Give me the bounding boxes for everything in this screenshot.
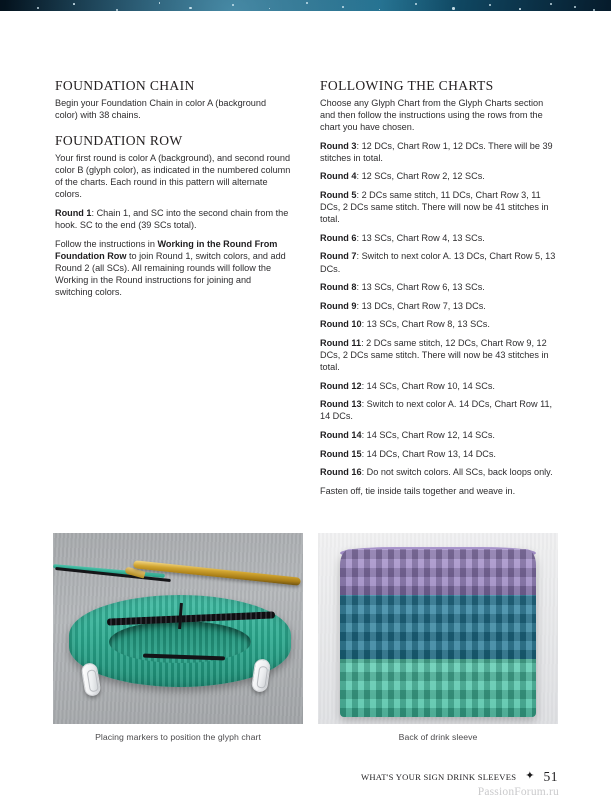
round-6-text: : 13 SCs, Chart Row 4, 13 SCs.	[356, 232, 485, 243]
round-1-label: Round 1	[55, 208, 92, 219]
site-watermark: PassionForum.ru	[477, 786, 559, 798]
round-15-label: Round 15	[320, 448, 362, 459]
round-5-text: : 2 DCs same stitch, 11 DCs, Chart Row 3, 11 DCs, 2 DCs same stitch. There will now be 41 stitches in total.	[320, 190, 549, 225]
paragraph-foundation-chain: Begin your Foundation Chain in color A (background color) with 38 chains.	[55, 98, 267, 121]
round-11-text: : 2 DCs same stitch, 12 DCs, Chart Row 9, 12 DCs, 2 DCs same stitch. There will now be 43 stitches in total.	[320, 337, 549, 373]
round-15-text: : 14 DCs, Chart Row 13, 14 DCs.	[361, 448, 496, 459]
round-14-label: Round 14	[320, 429, 362, 440]
working-round-bold-reference: Working in the Round From Foundation Row	[55, 238, 278, 261]
footer-chapter-title: WHAT'S YOUR SIGN DRINK SLEEVES	[360, 772, 517, 782]
round-16-label: Round 16	[320, 467, 362, 478]
round-4-text: : 12 SCs, Chart Row 2, 12 SCs.	[356, 171, 485, 182]
round-6-label: Round 6	[320, 232, 357, 243]
round-16-text: : Do not switch colors. All SCs, back loops only.	[361, 467, 553, 478]
round-1-text: : Chain 1, and SC into the second chain from the hook. SC to the end (39 SCs total).	[55, 208, 289, 231]
sleeve-stripe-mint	[340, 659, 536, 717]
round-4-label: Round 4	[320, 171, 357, 182]
round-12-label: Round 12	[320, 380, 362, 391]
round-3-label: Round 3	[320, 140, 357, 151]
round-10-label: Round 10	[320, 319, 362, 330]
placing-markers-photo-block	[53, 533, 303, 742]
back-of-sleeve-photo	[318, 533, 558, 724]
round-13-label: Round 13	[320, 399, 362, 410]
paragraph-fasten-off: Fasten off, tie inside tails together and weave in.	[320, 485, 516, 496]
round-7-text: : Switch to next color A. 13 DCs, Chart Row 5, 13 DCs.	[320, 251, 556, 274]
heading-foundation-chain: FOUNDATION CHAIN	[55, 78, 195, 93]
round-3-text: : 12 DCs, Chart Row 1, 12 DCs. There will be 39 stitches in total.	[320, 140, 553, 163]
heading-foundation-row: FOUNDATION ROW	[55, 133, 183, 149]
page-number: 51	[543, 769, 558, 784]
paragraph-foundation-row-intro: Your first round is color A (background), and second round color B (glyph color), as indicated in the numbered column of the charts. Each round in this pattern will alternate colors.	[55, 153, 291, 200]
round-7-label: Round 7	[320, 251, 357, 262]
working-round-text-after: to join Round 1, switch colors, and add Round 2 (all SCs). All remaining rounds will follow the Working in the Round instructions for joining and switching colors.	[55, 250, 286, 298]
round-10-text: : 13 SCs, Chart Row 8, 13 SCs.	[361, 319, 490, 330]
sleeve-stripe-blue	[340, 595, 536, 659]
paragraph-following-charts-intro: Choose any Glyph Chart from the Glyph Charts section and then follow the instructions using the rows from the chart you have chosen.	[320, 98, 544, 133]
heading-following-the-charts: FOLLOWING THE CHARTS	[320, 78, 494, 93]
round-8-text: : 13 SCs, Chart Row 6, 13 SCs.	[356, 282, 485, 293]
placing-markers-photo	[53, 533, 303, 724]
back-of-sleeve-photo-block	[318, 533, 558, 742]
drink-sleeve	[340, 549, 536, 717]
sleeve-stripe-purple	[340, 549, 536, 595]
caption-back-of-sleeve: Back of drink sleeve	[398, 732, 478, 742]
round-5-label: Round 5	[320, 190, 357, 201]
round-14-text: : 14 SCs, Chart Row 12, 14 SCs.	[361, 429, 495, 440]
star-icon: ✦	[525, 769, 535, 782]
page-footer	[361, 769, 558, 785]
round-8-label: Round 8	[320, 282, 357, 293]
caption-placing-markers: Placing markers to position the glyph chart	[95, 732, 261, 742]
round-11-label: Round 11	[320, 337, 362, 348]
round-12-text: : 14 SCs, Chart Row 10, 14 SCs.	[361, 380, 495, 391]
round-13-text: : Switch to next color A. 14 DCs, Chart Row 11, 14 DCs.	[320, 399, 553, 422]
working-round-text-before: Follow the instructions in	[55, 238, 158, 249]
round-9-text: : 13 DCs, Chart Row 7, 13 DCs.	[356, 300, 486, 311]
round-9-label: Round 9	[320, 300, 357, 311]
